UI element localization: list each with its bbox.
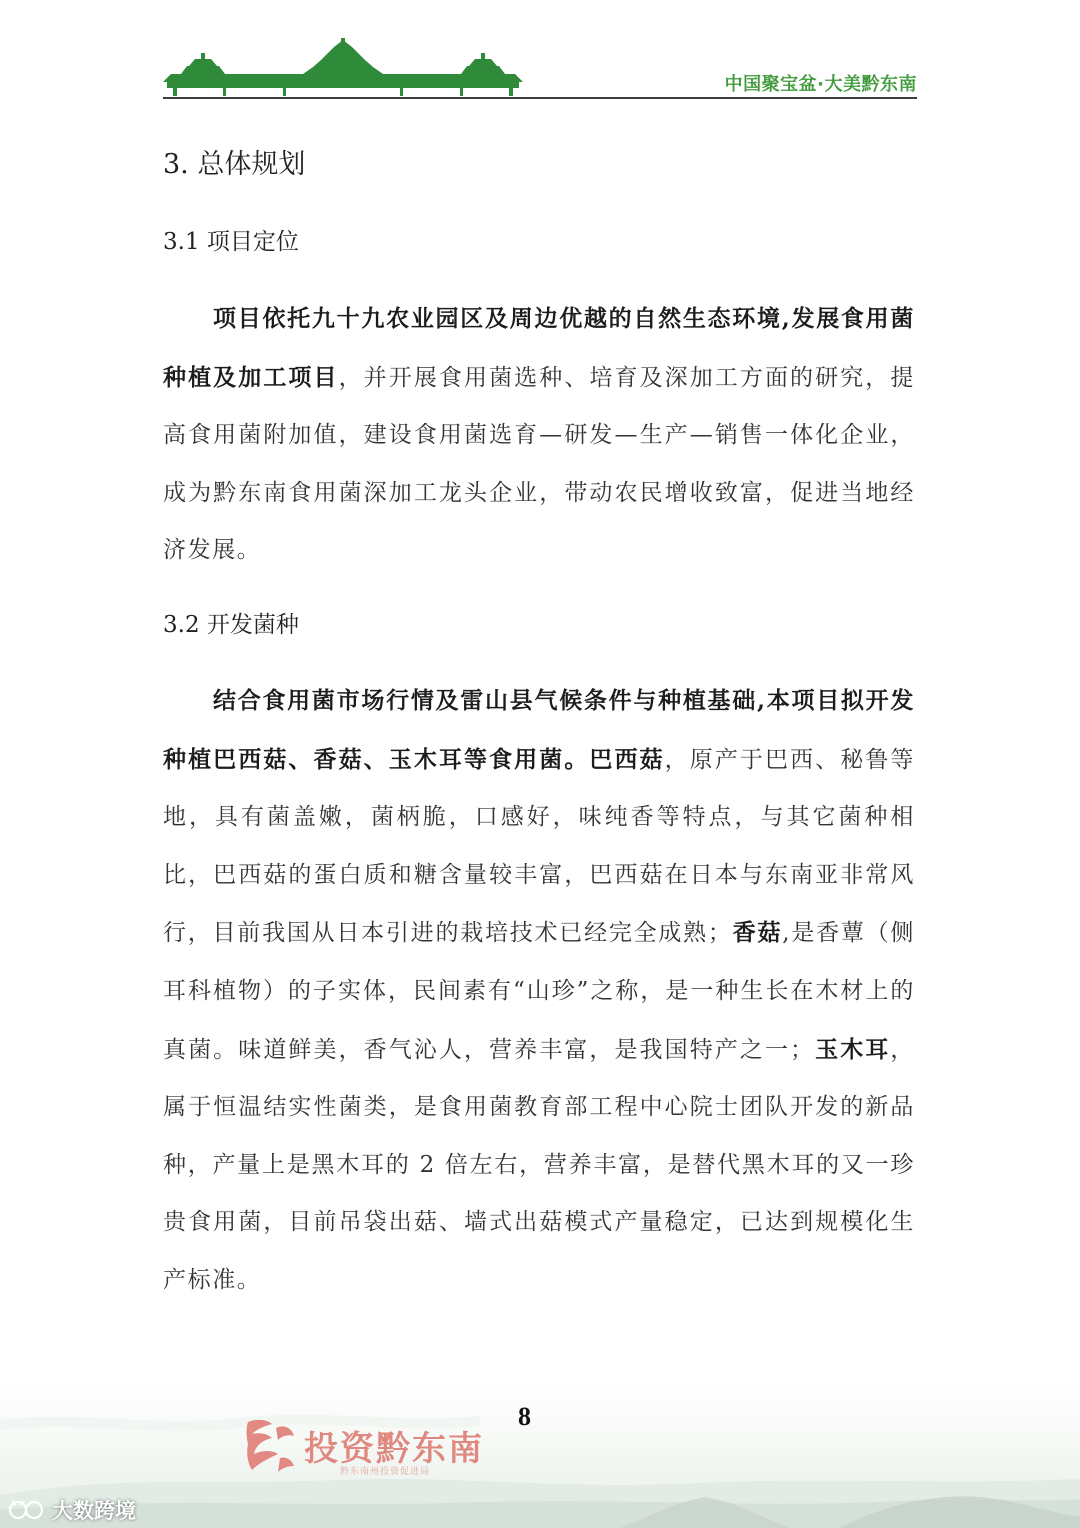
paragraph-bold-text: 香菇	[732, 919, 783, 947]
watermark-logo-icon	[8, 1497, 48, 1523]
subsection-heading-positioning: 3.1 项目定位	[163, 229, 299, 255]
page-header	[163, 38, 917, 100]
footer-landscape-background	[0, 1385, 1080, 1528]
page-number: 8	[518, 1402, 531, 1431]
footer-logo-text: 投资黔东南	[304, 1429, 484, 1469]
paragraph-bold-text: 结合食用菌市场行情及雷山县气候条件与种植基础,本项目拟开发种植巴西菇、香菇、玉木耳等食用菌。巴西菇	[163, 687, 915, 773]
paragraph-project-positioning	[163, 290, 915, 580]
paragraph-strain-development	[163, 672, 915, 1310]
paragraph-text: ,是香蕈（侧耳科植物）的子实体，民间素有“山珍”之称，是一种生长在木材上的真菌。味道鲜美，香气沁人，营养丰富，是我国特产之一；	[163, 920, 915, 1063]
brush-logo-icon	[238, 1414, 298, 1476]
subsection-heading-strains: 3.2 开发菌种	[163, 612, 299, 638]
paragraph-text: ，属于恒温结实性菌类，是食用菌教育部工程中心院士团队开发的新品种，产量上是黑木耳的 2 倍左右，营养丰富，是替代黑木耳的又一珍贵食用菌，目前吊袋出菇、墙式出菇模式产量稳定，已达到规模化生产标准。	[163, 1036, 915, 1293]
paragraph-text: ，原产于巴西、秘鲁等地，具有菌盖嫩，菌柄脆，口感好，味纯香等特点，与其它菌种相比，巴西菇的蛋白质和糖含量较丰富，巴西菇在日本与东南亚非常风行，目前我国从日本引进的栽培技术已经完全成熟；	[163, 746, 916, 947]
footer-logo-subtext: 黔东南州投资促进局	[340, 1467, 431, 1477]
header-divider	[163, 97, 917, 99]
paragraph-bold-text: 项目依托九十九农业园区及周边优越的自然生态环境,发展食用菌种植及加工项目	[163, 305, 915, 391]
drum-tower-banner-icon	[163, 38, 523, 98]
paragraph-bold-text: 玉木耳	[814, 1035, 891, 1063]
header-slogan: 中国聚宝盆·大美黔东南	[724, 74, 917, 95]
paragraph-text: ，并开展食用菌选种、培育及深加工方面的研究，提高食用菌附加值，建设食用菌选育—研发—生产—销售一体化企业，成为黔东南食用菌深加工龙头企业，带动农民增收致富，促进当地经济发展。	[163, 364, 915, 564]
section-heading-overall-planning: 3. 总体规划	[163, 149, 306, 180]
watermark-text: 大数跨境	[52, 1499, 136, 1523]
